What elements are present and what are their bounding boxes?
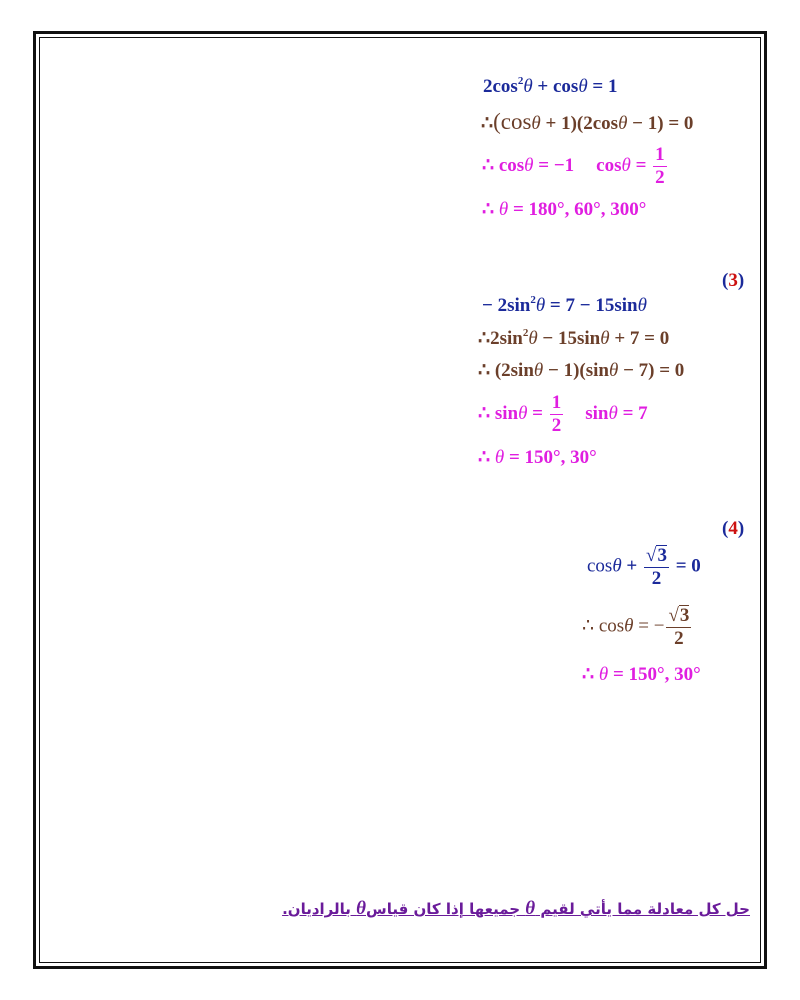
problem-4-label: (4) bbox=[722, 518, 745, 539]
fraction: $\frac{√3}{2}$ bbox=[646, 545, 667, 589]
fraction: $\frac{1}{2}$ bbox=[551, 392, 562, 436]
p4-equation: cosθ + $\frac{√3}{2}$ = 0 bbox=[587, 545, 701, 589]
p3-sin-values: ∴ sinθ = $\frac{1}{2}$ sinθ = 7 bbox=[478, 392, 648, 436]
p3-factored: ∴ (2sinθ − 1)(sinθ − 7) = 0 bbox=[478, 360, 685, 381]
p3-equation: − $2\sin^2\theta = 7 - 15\sin\theta$ bbox=[482, 294, 647, 316]
p2-solution: ∴ θ = 180°, 60°, 300° bbox=[482, 199, 647, 220]
p2-equation: $2\cos^2\theta + \cos\theta = 1$ bbox=[483, 75, 618, 97]
p2-cos-values: ∴ cosθ = −1 cosθ = $\frac{1}{2}$ bbox=[482, 144, 665, 188]
fraction: $\frac{1}{2}$ bbox=[655, 144, 665, 188]
p4-cos-value: ∴ cosθ = − $\frac{√3}{2}$ bbox=[582, 605, 690, 649]
p4-solution: ∴ θ = 150°, 30° bbox=[582, 664, 701, 685]
instruction-text: حل كل معادلة مما يأتي لقيم θ جميعها إذا كان قياسθ بالراديان. bbox=[282, 898, 750, 919]
problem-3-label: (3) bbox=[722, 270, 745, 291]
p3-rearranged: $\therefore 2\sin^2\theta - 15\sin\theta + 7 = 0$ bbox=[478, 327, 670, 349]
p3-solution: ∴ θ = 150°, 30° bbox=[478, 447, 597, 468]
fraction: $\frac{√3}{2}$ bbox=[668, 605, 690, 649]
p2-factored: ∴(cosθ + 1)(2cosθ − 1) = 0 bbox=[481, 109, 694, 134]
